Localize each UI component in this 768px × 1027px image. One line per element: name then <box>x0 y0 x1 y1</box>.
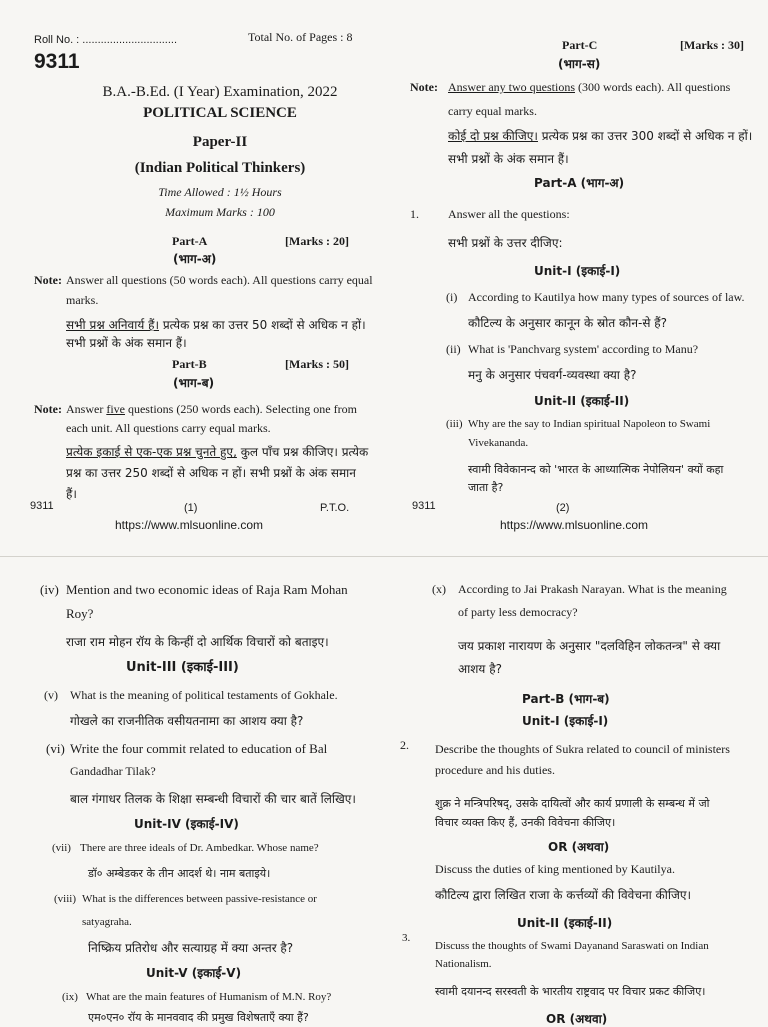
or-divider-2: OR (अथवा) <box>546 1012 608 1026</box>
part-c-note-hi-2: सभी प्रश्नों के अंक समान हैं। <box>448 152 569 166</box>
q3-number: 3. <box>402 932 411 944</box>
part-b-note-en-a: Answer <box>66 402 107 416</box>
q-ii-text-hi: मनु के अनुसार पंचवर्ग-व्यवस्था क्या है? <box>468 368 637 382</box>
part-b-note-hi-2: प्रश्न का उत्तर 250 शब्दों से अधिक न हों। सभी प्रश्नों के अंक समान <box>66 466 356 480</box>
part-b-note-label: Note: <box>34 402 62 416</box>
q-ix-number: (ix) <box>62 991 78 1003</box>
q-vii-text-en: There are three ideals of Dr. Ambedkar. Whose name? <box>80 842 319 854</box>
part-a-note-hi-underlined: सभी प्रश्न अनिवार्य हैं। <box>66 318 160 332</box>
q2-text-en-2: procedure and his duties. <box>435 763 555 777</box>
subject: POLITICAL SCIENCE <box>143 105 297 121</box>
part-b-hindi: (भाग-ब) <box>173 376 215 390</box>
unit-1-heading-b: Unit-I (इकाई-I) <box>522 714 609 728</box>
page-divider <box>0 556 768 557</box>
q-iii-text-en-1: Why are the say to Indian spiritual Napoleon to Swami <box>468 418 711 430</box>
q-iii-text-en-2: Vivekananda. <box>468 437 529 449</box>
paper-code: 9311 <box>34 50 80 73</box>
total-pages: Total No. of Pages : 8 <box>248 30 353 44</box>
q-vii-number: (vii) <box>52 842 71 854</box>
q-iii-number: (iii) <box>446 418 463 430</box>
q-iv-text-en-2: Roy? <box>66 606 94 621</box>
q1-number: 1. <box>410 207 419 221</box>
part-a-hindi: (भाग-अ) <box>173 252 217 266</box>
q-v-text-hi: गोखले का राजनीतिक वसीयतनामा का आशय क्या है? <box>70 714 304 728</box>
q3-text-en-1: Discuss the thoughts of Swami Dayanand Saraswati on Indian <box>435 940 709 952</box>
q-iv-text-hi: राजा राम मोहन रॉय के किन्हीं दो आर्थिक विचारों को बताइए। <box>66 635 329 649</box>
q2-text-hi-1: शुक्र ने मन्त्रिपरिषद्, उसके दायित्वों और कार्य प्रणाली के सम्बन्ध में जो <box>435 797 710 810</box>
part-c-note-hi-rest: प्रत्येक प्रश्न का उत्तर 300 शब्दों से अधिक न हों। <box>537 129 753 143</box>
part-c-note-en-2: carry equal marks. <box>448 104 537 118</box>
q-iv-text-en-1: Mention and two economic ideas of Raja Ram Mohan <box>66 582 348 597</box>
q-i-text-hi: कौटिल्य के अनुसार कानून के स्रोत कौन-से हैं? <box>468 316 668 330</box>
footer-page-1: (1) <box>184 502 198 514</box>
q-v-number: (v) <box>44 688 58 702</box>
q-vi-text-en-2: Gandadhar Tilak? <box>70 764 156 778</box>
q-viii-number: (viii) <box>54 893 76 905</box>
q-i-text-en: According to Kautilya how many types of sources of law. <box>468 290 745 304</box>
footer-pto: P.T.O. <box>320 502 350 514</box>
part-a-note-hi-rest: प्रत्येक प्रश्न का उत्तर 50 शब्दों से अधिक न हों। <box>159 318 366 332</box>
part-b-heading: Part-B (भाग-ब) <box>522 692 610 706</box>
q2-text-hi-2: विचार व्यक्त किए हैं, उनकी विवेचना कीजिए। <box>435 816 616 829</box>
paper-title: (Indian Political Thinkers) <box>134 160 306 176</box>
footer-page-2: (2) <box>556 502 570 514</box>
q-ii-number: (ii) <box>446 342 461 356</box>
part-b-note-en-five: five <box>106 402 125 416</box>
q-vi-number: (vi) <box>46 741 65 756</box>
footer-code-2: 9311 <box>412 500 436 512</box>
part-c-title: Part-C <box>562 38 598 52</box>
q-viii-text-hi: निष्क्रिय प्रतिरोध और सत्याग्रह में क्या अन्तर है? <box>88 941 294 955</box>
q2-number: 2. <box>400 738 409 752</box>
part-b-note-en-c: questions (250 words each). Selecting one from <box>124 402 357 416</box>
q-vi-text-en-1: Write the four commit related to education of Bal <box>70 741 328 756</box>
or-divider-1: OR (अथवा) <box>548 840 610 854</box>
part-c-note-en-1 <box>448 80 730 95</box>
part-a-note-label: Note: <box>34 273 62 287</box>
q-ii-text-en: What is 'Panchvarg system' according to Manu? <box>468 342 699 356</box>
part-c-note-underlined: Answer any two questions <box>448 80 575 94</box>
q-x-text-hi-2: आशय है? <box>458 662 502 676</box>
q-x-text-hi-1: जय प्रकाश नारायण के अनुसार "दलविहिन लोकतन्त्र" से क्या <box>458 639 721 653</box>
part-b-note-en-2: each unit. All questions carry equal marks. <box>66 421 271 435</box>
source-url-2[interactable]: https://www.mlsuonline.com <box>500 518 649 532</box>
exam-title: B.A.-B.Ed. (I Year) Examination, 2022 <box>102 84 338 100</box>
part-b-note-hi-underlined: प्रत्येक इकाई से एक-एक प्रश्न चुनते हुए, <box>66 445 237 459</box>
q-viii-text-en-2: satyagraha. <box>82 916 132 928</box>
part-b-title: Part-B <box>172 357 207 371</box>
footer-code-1: 9311 <box>30 500 54 512</box>
part-a-note-en-1: Answer all questions (50 words each). All questions carry equal <box>66 273 373 287</box>
part-c-note-hi-underlined: कोई दो प्रश्न कीजिए। <box>448 129 538 143</box>
time-allowed: Time Allowed : 1½ Hours <box>158 185 282 199</box>
q3-text-en-2: Nationalism. <box>435 958 492 970</box>
part-b-note-hi-1 <box>66 443 368 460</box>
part-a-heading: Part-A (भाग-अ) <box>534 176 625 190</box>
q-ix-text-hi: एम०एन० रॉय के मानववाद की प्रमुख विशेषताएँ क्या हैं? <box>88 1011 309 1024</box>
q1-text-en: Answer all the questions: <box>448 207 570 221</box>
q-x-text-en-1: According to Jai Prakash Narayan. What is the meaning <box>458 582 727 596</box>
unit-5-heading: Unit-V (इकाई-V) <box>146 966 242 980</box>
part-c-note-hi-1 <box>448 127 752 144</box>
q2b-text-hi: कौटिल्य द्वारा लिखित राजा के कर्त्तव्यों की विवेचना कीजिए। <box>435 888 692 902</box>
part-b-note-en-1 <box>66 402 357 417</box>
part-c-hindi: (भाग-स) <box>558 57 601 71</box>
part-c-note-label: Note: <box>410 80 438 94</box>
part-a-note-en-2: marks. <box>66 293 99 307</box>
q-vii-text-hi: डॉ० अम्बेडकर के तीन आदर्श थे। नाम बताइये। <box>88 867 271 880</box>
part-b-note-hi-3: हैं। <box>66 487 77 501</box>
paper-number: Paper-II <box>192 134 248 150</box>
q-iv-number: (iv) <box>40 582 59 597</box>
q-vi-text-hi: बाल गंगाधर तिलक के शिक्षा सम्बन्धी विचारों की चार बातें लिखिए। <box>70 792 356 806</box>
q-viii-text-en-1: What is the differences between passive-resistance or <box>82 893 317 905</box>
unit-2-heading: Unit-II (इकाई-II) <box>534 394 630 408</box>
roll-no: Roll No. : ............................... <box>34 34 178 46</box>
q-iii-text-hi-2: जाता है? <box>468 481 504 494</box>
part-c-note-rest: (300 words each). All questions <box>574 80 731 94</box>
unit-3-heading: Unit-III (इकाई-III) <box>126 660 239 675</box>
part-a-marks: [Marks : 20] <box>285 234 349 248</box>
q-x-text-en-2: of party less democracy? <box>458 605 578 619</box>
q-v-text-en: What is the meaning of political testaments of Gokhale. <box>70 688 338 702</box>
part-b-marks: [Marks : 50] <box>285 357 349 371</box>
q2b-text-en: Discuss the duties of king mentioned by Kautilya. <box>435 862 675 876</box>
source-url-1[interactable]: https://www.mlsuonline.com <box>115 518 264 532</box>
q-ix-text-en: What are the main features of Humanism of M.N. Roy? <box>86 991 332 1003</box>
unit-4-heading: Unit-IV (इकाई-IV) <box>134 817 239 831</box>
unit-1-heading: Unit-I (इकाई-I) <box>534 264 621 278</box>
unit-2-heading-b: Unit-II (इकाई-II) <box>517 916 613 930</box>
q-i-number: (i) <box>446 290 458 304</box>
part-b-note-hi-rest: कुल पाँच प्रश्न कीजिए। प्रत्येक <box>236 445 369 459</box>
q1-text-hi: सभी प्रश्नों के उत्तर दीजिए: <box>448 236 563 250</box>
part-a-note-hi-1 <box>66 316 366 333</box>
q2-text-en-1: Describe the thoughts of Sukra related to council of ministers <box>435 742 730 756</box>
part-a-note-hi-2: सभी प्रश्नों के अंक समान हैं। <box>66 336 187 350</box>
q-x-number: (x) <box>432 582 446 596</box>
q3-text-hi: स्वामी दयानन्द सरस्वती के भारतीय राष्ट्रवाद पर विचार प्रकट कीजिए। <box>435 985 706 998</box>
q-iii-text-hi-1: स्वामी विवेकानन्द को 'भारत के आध्यात्मिक नेपोलियन' क्यों कहा <box>468 463 724 476</box>
maximum-marks: Maximum Marks : 100 <box>165 205 275 219</box>
part-c-marks: [Marks : 30] <box>680 38 744 52</box>
part-a-title: Part-A <box>172 234 208 248</box>
